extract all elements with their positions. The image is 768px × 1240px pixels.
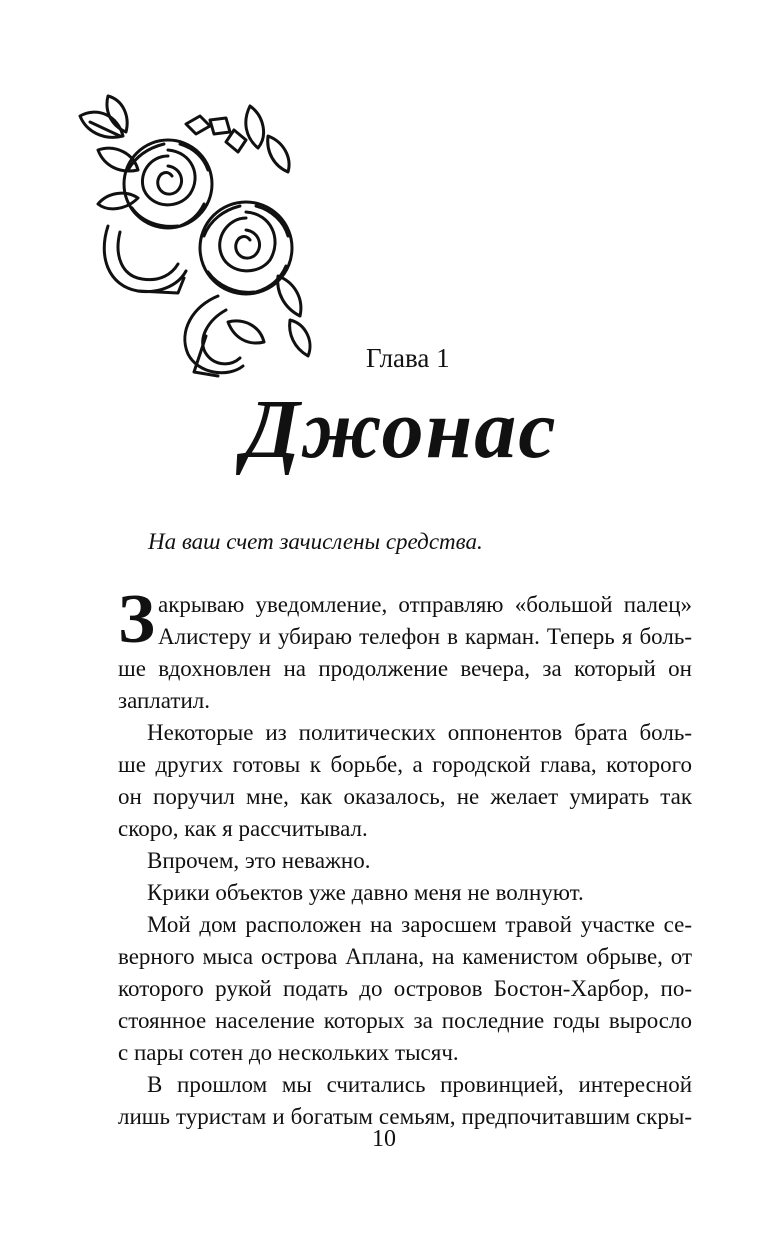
text-line: В прошлом мы считались провинцией, интересной bbox=[147, 1072, 692, 1097]
text-line: ше вдохновлен на продолжение вечера, за который он bbox=[118, 656, 692, 681]
text-line: которого рукой подать до островов Бостон-Харбор, по- bbox=[118, 976, 692, 1001]
text-line: Впрочем, это неважно. bbox=[147, 848, 371, 873]
chapter-label: Глава 1 bbox=[366, 343, 450, 373]
text-line: Мой дом расположен на заросшем травой участке се- bbox=[147, 912, 692, 937]
text-line: Некоторые из политических оппонентов брата боль- bbox=[147, 720, 692, 745]
text-line: верного мыса острова Аплана, на каменистом обрыве, от bbox=[118, 944, 692, 969]
chapter-title: Джонас bbox=[242, 383, 558, 476]
page-number: 10 bbox=[372, 1126, 396, 1152]
epigraph: На ваш счет зачислены средства. bbox=[148, 529, 483, 554]
text-line: с пары сотен до нескольких тысяч. bbox=[118, 1040, 459, 1065]
drop-cap: З bbox=[118, 581, 155, 658]
text-line: он поручил мне, как оказалось, не желает умирать так bbox=[118, 784, 692, 809]
roses-handcuffs-ornament bbox=[68, 86, 318, 386]
text-line: лишь туристам и богатым семьям, предпочитавшим скры- bbox=[118, 1104, 692, 1129]
text-line: Крики объектов уже давно меня не волнуют. bbox=[147, 880, 584, 905]
text-line: ше других готовы к борьбе, а городской глава, которого bbox=[118, 752, 692, 777]
text-line: заплатил. bbox=[118, 688, 210, 713]
body-text bbox=[118, 581, 692, 1133]
text-line: скоро, как я рассчитывал. bbox=[118, 816, 368, 841]
text-line: Алистеру и убираю телефон в карман. Теперь я боль- bbox=[158, 624, 692, 649]
text-line: стоянное население которых за последние годы выросло bbox=[118, 1008, 692, 1033]
text-line: акрываю уведомление, отправляю «большой палец» bbox=[158, 592, 692, 617]
